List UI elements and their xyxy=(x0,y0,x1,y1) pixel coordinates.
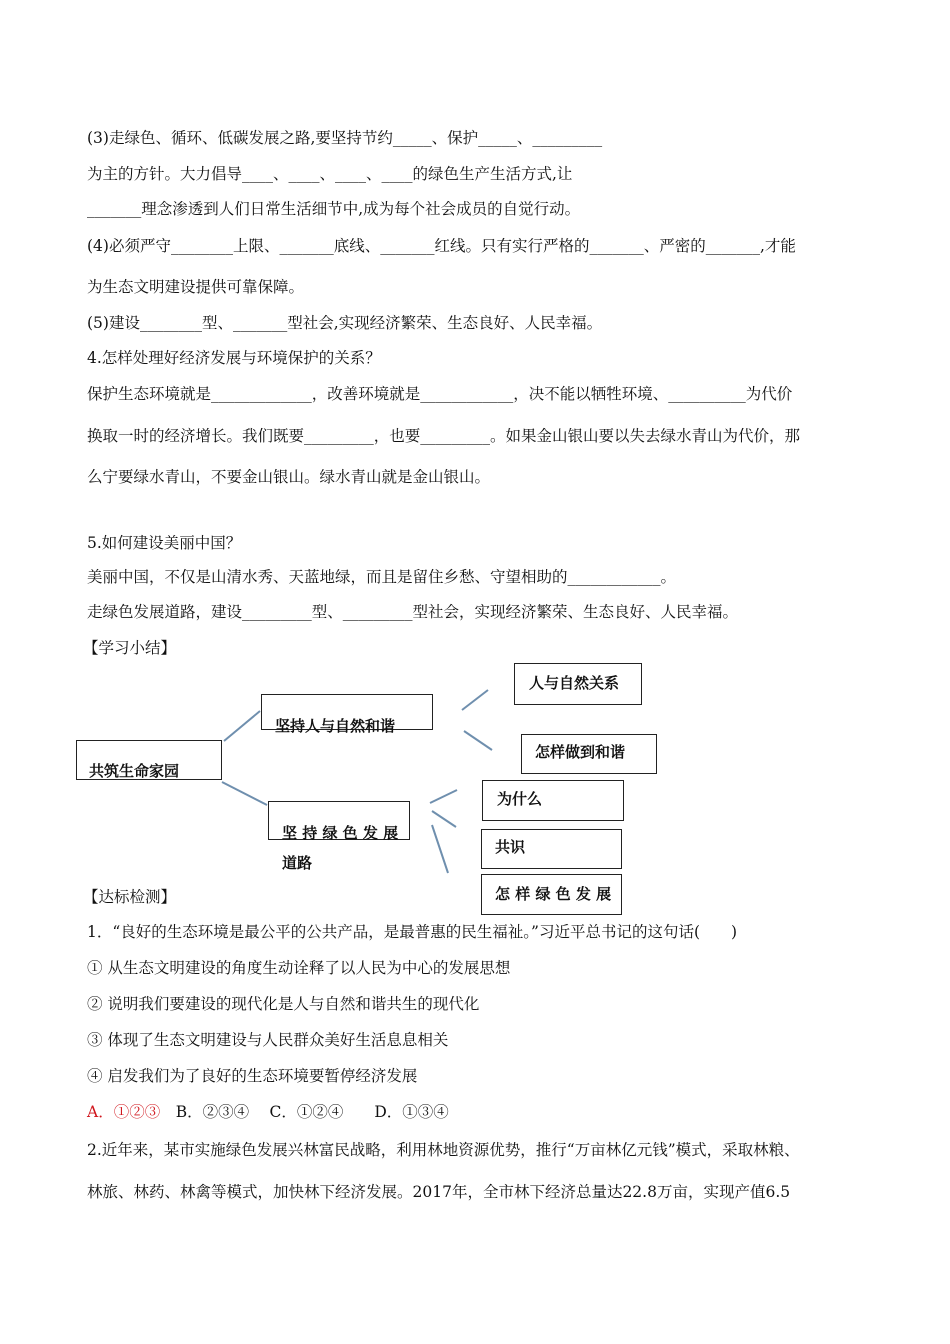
question-1-choices xyxy=(87,1102,449,1122)
question-2-line-1: 2.近年来，某市实施绿色发展兴林富民战略，利用林地资源优势，推行“万亩林亿元钱”模式，采取林粮、 xyxy=(87,1141,800,1159)
diagram-branch1-child2-box xyxy=(521,734,657,774)
summary-heading: 【学习小结】 xyxy=(83,639,177,657)
question-4-heading: 4.怎样处理好经济发展与环境保护的关系？ xyxy=(87,349,381,367)
diagram-branch2-child2-label: 共识 xyxy=(495,838,526,856)
answer-4-line-3: 么宁要绿水青山，不要金山银山。绿水青山就是金山银山。 xyxy=(87,468,491,486)
question-1-option-3: ③ 体现了生态文明建设与人民群众美好生活息息相关 xyxy=(87,1031,449,1049)
text-line-5-1: (5)建设________型、_______型社会,实现经济繁荣、生态良好、人民幸福。 xyxy=(87,314,603,332)
question-1-option-2: ② 说明我们要建设的现代化是人与自然和谐共生的现代化 xyxy=(87,995,480,1013)
diagram-branch2-child1-label: 为什么 xyxy=(497,790,543,808)
question-5-heading: 5.如何建设美丽中国？ xyxy=(87,534,242,552)
diagram-branch1-child1-box xyxy=(514,663,642,705)
text-line-3-2: 为主的方针。大力倡导____、____、____、____的绿色生产生活方式,让 xyxy=(87,165,573,183)
connector-branch2-child3 xyxy=(432,825,448,873)
text-line-3-3: _______理念渗透到人们日常生活细节中,成为每个社会成员的自觉行动。 xyxy=(87,200,581,218)
diagram-branch2-child3-box xyxy=(481,874,622,915)
connector-root-branch2 xyxy=(222,782,267,805)
question-1-answer: A．①②③ xyxy=(87,1103,161,1121)
diagram-root-box xyxy=(76,740,222,780)
diagram-branch1-label: 坚持人与自然和谐 xyxy=(275,717,396,735)
diagram-branch1-box xyxy=(261,694,433,735)
connector-branch2-child1 xyxy=(430,790,457,803)
diagram-branch2-child1-box xyxy=(482,780,624,821)
diagram-root-label: 共筑生命家园 xyxy=(89,762,180,780)
answer-5-line-1: 美丽中国，不仅是山清水秀、天蓝地绿，而且是留住乡愁、守望相助的____________。 xyxy=(87,568,677,586)
diagram-branch2-child2-box xyxy=(481,829,622,869)
diagram-branch1-child2-label: 怎样做到和谐 xyxy=(535,743,626,761)
answer-5-line-2: 走绿色发展道路，建设_________型、_________型社会，实现经济繁荣、生态良好、人民幸福。 xyxy=(87,603,739,621)
question-1-option-4: ④ 启发我们为了良好的生态环境要暂停经济发展 xyxy=(87,1067,418,1085)
text-line-4-2: 为生态文明建设提供可靠保障。 xyxy=(87,278,305,296)
connector-branch1-child2 xyxy=(464,731,492,750)
connector-branch2-child2 xyxy=(432,811,456,827)
test-heading: 【达标检测】 xyxy=(83,888,177,906)
question-1-option-1: ① 从生态文明建设的角度生动诠释了以人民为中心的发展思想 xyxy=(87,959,511,977)
text-line-4-1: (4)必须严守________上限、_______底线、_______红线。只有实行严格的_______、严密的_______,才能 xyxy=(87,237,796,255)
question-1-stem: 1．“良好的生态环境是最公平的公共产品，是最普惠的民生福祉。”习近平总书记的这句话( ) xyxy=(87,923,738,941)
question-1-other-choices: B．②③④ C．①②④ D．①③④ xyxy=(160,1103,449,1121)
answer-4-line-1: 保护生态环境就是_____________，改善环境就是____________，决不能以牺牲环境、__________为代价 xyxy=(87,385,793,403)
connector-branch1-child1 xyxy=(462,690,488,710)
question-2-line-2: 林旅、林药、林禽等模式，加快林下经济发展。2017年，全市林下经济总量达22.8万亩，实现产值6.5 xyxy=(87,1183,791,1201)
diagram-branch2-box xyxy=(268,801,410,840)
diagram-branch2-child3-label: 怎 样 绿 色 发 展 xyxy=(495,885,612,903)
diagram-branch2-label-line2: 道路 xyxy=(282,854,313,872)
diagram-branch1-child1-label: 人与自然关系 xyxy=(529,674,620,692)
diagram-branch2-label: 坚 持 绿 色 发 展 xyxy=(282,824,399,842)
text-line-3-1: (3)走绿色、循环、低碳发展之路,要坚持节约_____、保护_____、_________ xyxy=(87,129,603,147)
connector-root-branch1 xyxy=(224,711,260,741)
answer-4-line-2: 换取一时的经济增长。我们既要_________，也要_________。如果金山银山要以失去绿水青山为代价，那 xyxy=(87,427,801,445)
